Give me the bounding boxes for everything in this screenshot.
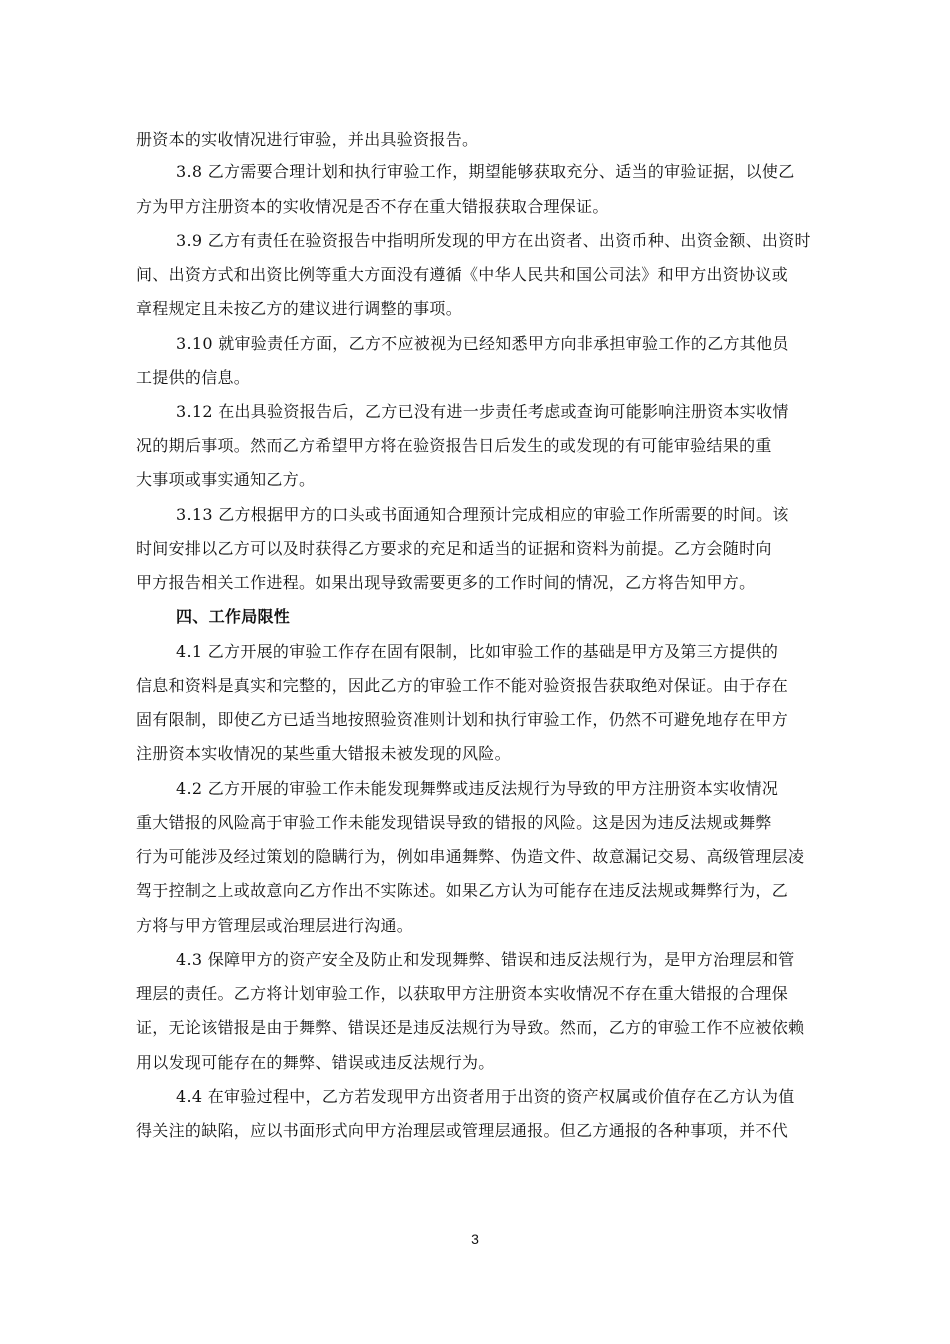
text-line: 时间安排以乙方可以及时获得乙方要求的充足和适当的证据和资料为前提。乙方会随时向	[136, 539, 772, 558]
text-line: 3.9 乙方有责任在验资报告中指明所发现的甲方在出资者、出资币种、出资金额、出资时	[176, 231, 811, 250]
text-line: 信息和资料是真实和完整的，因此乙方的审验工作不能对验资报告获取绝对保证。由于存在	[136, 676, 789, 695]
text-line: 3.13 乙方根据甲方的口头或书面通知合理预计完成相应的审验工作所需要的时间。该	[176, 505, 789, 524]
text-line: 驾于控制之上或故意向乙方作出不实陈述。如果乙方认为可能存在违反法规或舞弊行为，乙	[136, 881, 789, 900]
text-line: 4.1 乙方开展的审验工作存在固有限制，比如审验工作的基础是甲方及第三方提供的	[176, 642, 779, 661]
text-line: 工提供的信息。	[136, 368, 251, 387]
text-line: 证，无论该错报是由于舞弊、错误还是违反法规行为导致。然而，乙方的审验工作不应被依赖	[136, 1018, 805, 1037]
text-line: 行为可能涉及经过策划的隐瞒行为，例如串通舞弊、伪造文件、故意漏记交易、高级管理层凌	[136, 847, 805, 866]
section-heading: 四、工作局限性	[176, 607, 291, 626]
text-line: 3.8 乙方需要合理计划和执行审验工作，期望能够获取充分、适当的审验证据，以使乙	[176, 162, 795, 181]
text-line: 况的期后事项。然而乙方希望甲方将在验资报告日后发生的或发现的有可能审验结果的重	[136, 436, 772, 455]
text-line: 4.4 在审验过程中，乙方若发现甲方出资者用于出资的资产权属或价值存在乙方认为值	[176, 1087, 795, 1106]
page-number: 3	[471, 1231, 479, 1247]
text-line: 间、出资方式和出资比例等重大方面没有遵循《中华人民共和国公司法》和甲方出资协议或	[136, 265, 789, 284]
text-line: 册资本的实收情况进行审验，并出具验资报告。	[136, 130, 479, 149]
text-line: 3.10 就审验责任方面，乙方不应被视为已经知悉甲方向非承担审验工作的乙方其他员	[176, 334, 789, 353]
text-line: 固有限制，即使乙方已适当地按照验资准则计划和执行审验工作，仍然不可避免地存在甲方	[136, 710, 789, 729]
text-line: 得关注的缺陷，应以书面形式向甲方治理层或管理层通报。但乙方通报的各种事项，并不代	[136, 1121, 789, 1140]
text-line: 用以发现可能存在的舞弊、错误或违反法规行为。	[136, 1053, 495, 1072]
text-line: 甲方报告相关工作进程。如果出现导致需要更多的工作时间的情况，乙方将告知甲方。	[136, 573, 756, 592]
text-line: 注册资本实收情况的某些重大错报未被发现的风险。	[136, 744, 511, 763]
text-line: 理层的责任。乙方将计划审验工作，以获取甲方注册资本实收情况不存在重大错报的合理保	[136, 984, 789, 1003]
text-line: 重大错报的风险高于审验工作未能发现错误导致的错报的风险。这是因为违反法规或舞弊	[136, 813, 772, 832]
text-line: 4.3 保障甲方的资产安全及防止和发现舞弊、错误和违反法规行为，是甲方治理层和管	[176, 950, 795, 969]
text-line: 4.2 乙方开展的审验工作未能发现舞弊或违反法规行为导致的甲方注册资本实收情况	[176, 779, 779, 798]
text-line: 方将与甲方管理层或治理层进行沟通。	[136, 916, 414, 935]
text-line: 方为甲方注册资本的实收情况是否不存在重大错报获取合理保证。	[136, 197, 609, 216]
text-line: 章程规定且未按乙方的建议进行调整的事项。	[136, 299, 463, 318]
text-line: 3.12 在出具验资报告后，乙方已没有进一步责任考虑或查询可能影响注册资本实收情	[176, 402, 789, 421]
text-line: 大事项或事实通知乙方。	[136, 470, 316, 489]
